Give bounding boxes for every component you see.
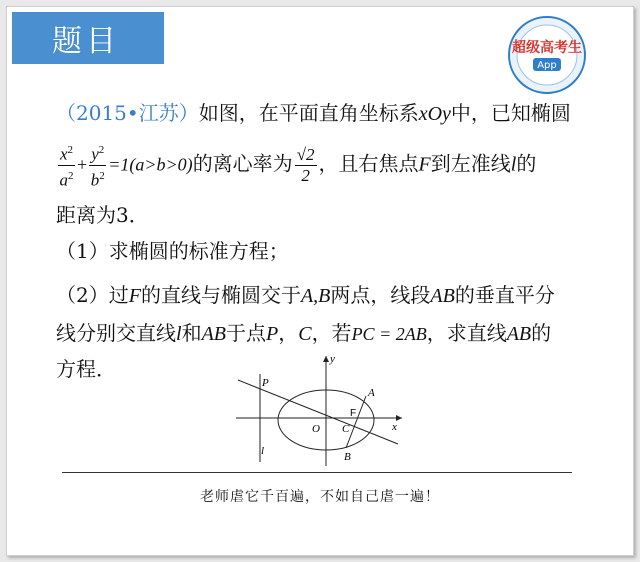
part-2-c: 两点，线段: [330, 283, 431, 307]
eccentricity-numerator: √2: [296, 144, 315, 164]
footer-motto: 老师虐它千百遍，不如自己虐一遍！: [200, 489, 440, 505]
part-3-AB3: AB: [506, 323, 532, 345]
app-logo: [506, 14, 588, 96]
part-3-AB: AB: [201, 323, 226, 345]
label-F: F: [350, 408, 357, 419]
part-2-b: 的直线与椭圆交于: [140, 283, 301, 307]
problem-line-2: $\frac{x^2}{a^2}$ + $\frac{y^2}{b^2}$ =1(a>b>0)的离心率为 $\frac{√2}{2}$ ，且右焦点F到左准线l的: [56, 140, 536, 190]
part-3-b: 和: [181, 321, 202, 345]
part-3-P: P: [266, 323, 279, 345]
eccentricity-text: 的离心率为: [192, 151, 293, 176]
y-axis-arrow: [323, 356, 329, 362]
label-y: y: [330, 353, 335, 365]
part-2-F: F: [128, 285, 141, 307]
problem-line-1: [56, 100, 571, 127]
page-title: 题目: [52, 24, 120, 59]
part-2-AB: A,B: [300, 285, 331, 307]
eccentricity-denominator: 2: [301, 165, 310, 185]
part-1-text: （1）求椭圆的标准方程；: [56, 239, 289, 263]
problem-source: （2015•江苏）: [56, 101, 199, 125]
fraction-y2-b2: $\frac{y^2}{b^2}$: [89, 140, 106, 190]
label-B: B: [344, 451, 351, 463]
part-2-end: [56, 356, 116, 382]
footer-divider: [62, 472, 572, 473]
ellipse-condition: =1(a>b>0): [108, 154, 193, 175]
intro-tail: 中，已知椭圆: [450, 101, 571, 125]
part-3-equation: PC = 2AB: [351, 324, 427, 344]
part-3-d: ，: [278, 321, 299, 345]
focus-end: 的: [516, 151, 537, 176]
label-C: C: [342, 423, 350, 435]
part-3-C: C: [298, 323, 312, 345]
title-banner: [12, 12, 164, 64]
part-2-cont: [56, 320, 551, 347]
focus-label: F: [418, 153, 431, 176]
chord-AB: [346, 396, 366, 448]
x-axis-arrow: [396, 415, 402, 421]
logo-app-text: App: [537, 60, 557, 71]
part-3-a: 线分别交直线: [56, 321, 176, 345]
part-2: [56, 282, 555, 309]
ellipse-figure: [230, 350, 410, 468]
fraction-x2-a2: $\frac{x^2}{a^2}$: [58, 140, 75, 190]
label-x: x: [392, 421, 397, 433]
distance-text: 距离为3．: [56, 203, 149, 227]
intro-text: 如图，在平面直角坐标系: [198, 101, 419, 125]
part-3-e: ，若: [311, 321, 352, 345]
label-O: O: [312, 423, 320, 435]
part-2-a: （2）过: [56, 283, 129, 307]
part-3-l: l: [176, 323, 182, 345]
part-2-d: 的垂直平分: [454, 283, 555, 307]
directrix-label: l: [510, 153, 517, 176]
problem-line-3: [56, 202, 149, 228]
eccentricity-value: [295, 145, 317, 186]
part-3-c: 于点: [226, 321, 266, 345]
label-l: l: [261, 445, 265, 457]
label-A: A: [368, 387, 375, 399]
part-1: [56, 238, 289, 264]
part-3-g: 的: [531, 321, 552, 345]
logo-text: 超级高考生: [512, 40, 582, 56]
part-4-text: 方程．: [56, 357, 116, 381]
part-2-AB2: AB: [430, 285, 455, 307]
part-3-f: ，求直线: [426, 321, 507, 345]
focus-tail: 到左准线: [430, 151, 511, 176]
coord-system: xOy: [418, 103, 451, 125]
label-P: P: [262, 377, 269, 389]
focus-text: ，且右焦点: [318, 151, 419, 176]
